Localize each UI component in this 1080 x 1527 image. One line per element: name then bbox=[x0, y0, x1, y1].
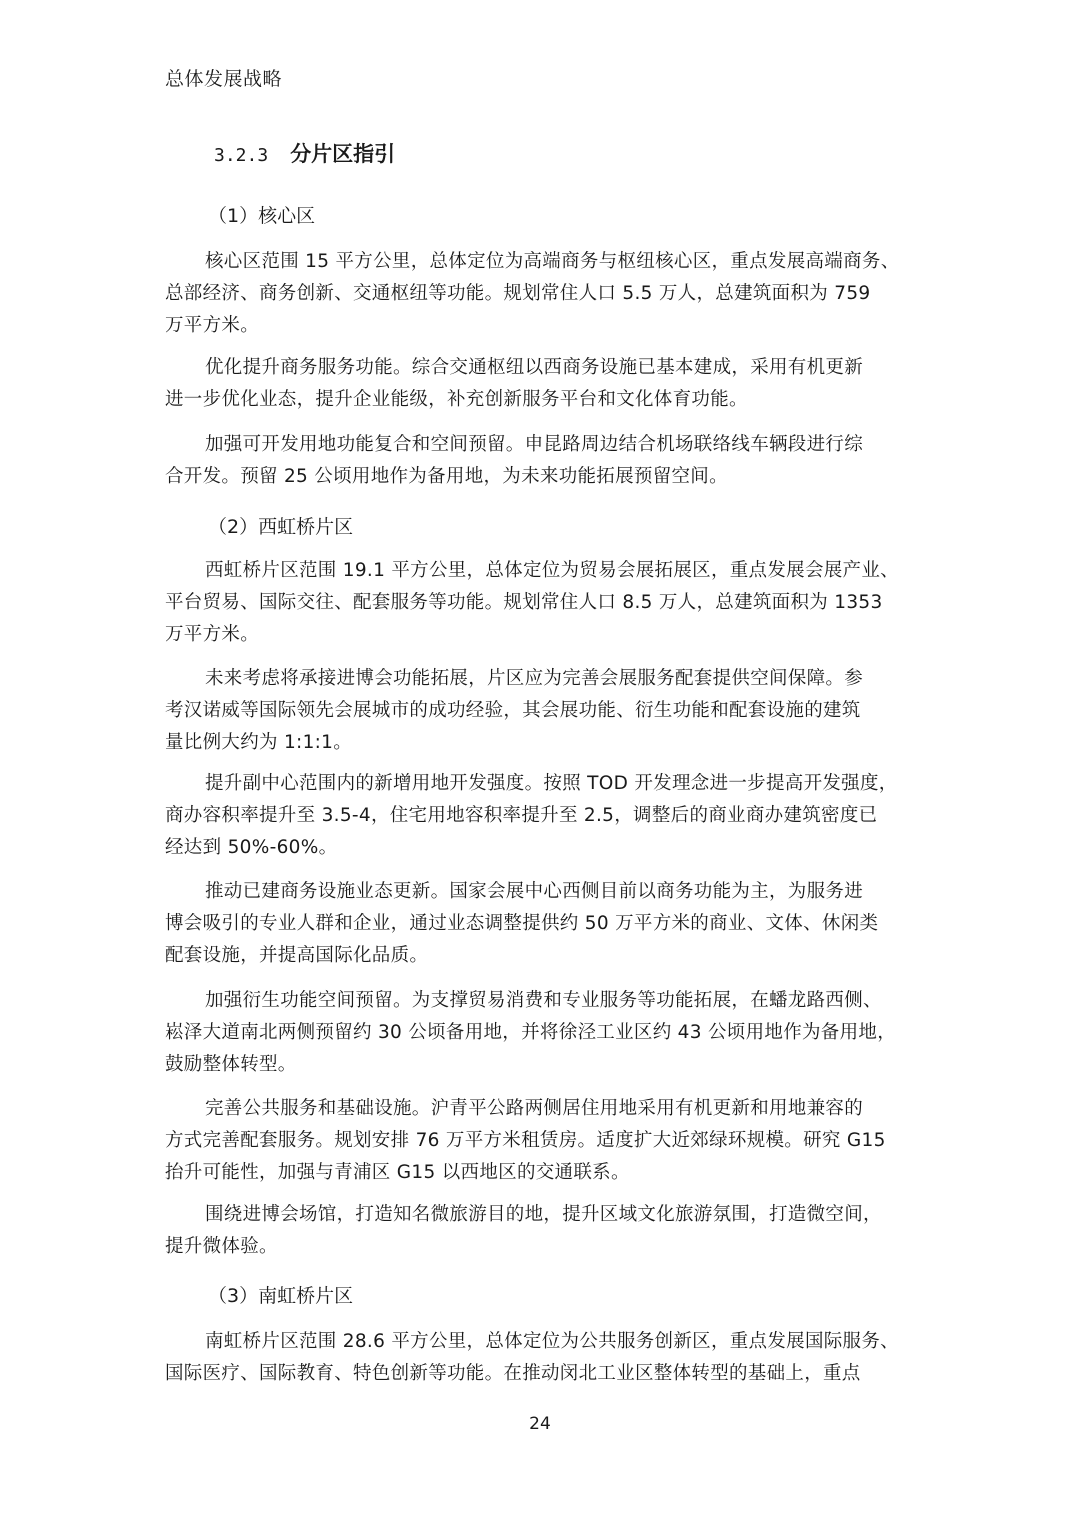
paragraph-line: 博会吸引的专业人群和企业，通过业态调整提供约 50 万平方米的商业、文体、休闲类 bbox=[165, 913, 879, 934]
paragraph-line: 平台贸易、国际交往、配套服务等功能。规划常住人口 8.5 万人，总建筑面积为 1353 bbox=[165, 592, 883, 613]
section-title: 分片区指引 bbox=[290, 142, 396, 166]
subsection-heading-south-hongqiao: （3）南虹桥片区 bbox=[208, 1285, 354, 1307]
paragraph-line: 量比例大约为 1:1:1。 bbox=[165, 732, 353, 753]
paragraph-line: 商办容积率提升至 3.5-4，住宅用地容积率提升至 2.5，调整后的商业商办建筑密度已 bbox=[165, 805, 878, 826]
paragraph-line: 加强可开发用地功能复合和空间预留。申昆路周边结合机场联络线车辆段进行综 bbox=[205, 434, 864, 455]
paragraph bbox=[165, 663, 925, 759]
paragraph-line: 西虹桥片区范围 19.1 平方公里，总体定位为贸易会展拓展区，重点发展会展产业、 bbox=[205, 560, 899, 581]
paragraph bbox=[165, 1093, 925, 1189]
paragraph-line: 鼓励整体转型。 bbox=[165, 1054, 297, 1075]
paragraph bbox=[165, 1326, 925, 1390]
paragraph bbox=[165, 768, 925, 864]
paragraph-line: 经达到 50%-60%。 bbox=[165, 837, 338, 858]
paragraph-line: 南虹桥片区范围 28.6 平方公里，总体定位为公共服务创新区，重点发展国际服务、 bbox=[205, 1331, 899, 1352]
paragraph bbox=[165, 429, 925, 493]
section-number: 3.2.3 bbox=[214, 145, 269, 166]
paragraph bbox=[165, 876, 925, 972]
paragraph-line: 围绕进博会场馆，打造知名微旅游目的地，提升区域文化旅游氛围，打造微空间， bbox=[205, 1204, 882, 1225]
paragraph-line: 崧泽大道南北两侧预留约 30 公顷备用地，并将徐泾工业区约 43 公顷用地作为备用地， bbox=[165, 1022, 897, 1043]
running-header: 总体发展战略 bbox=[165, 68, 283, 90]
paragraph-line: 进一步优化业态，提升企业能级，补充创新服务平台和文化体育功能。 bbox=[165, 389, 748, 410]
page-number: 24 bbox=[529, 1414, 551, 1434]
subsection-heading-core: （1）核心区 bbox=[208, 205, 316, 227]
paragraph-line: 合开发。预留 25 公顷用地作为备用地，为未来功能拓展预留空间。 bbox=[165, 466, 728, 487]
paragraph-line: 提升副中心范围内的新增用地开发强度。按照 TOD 开发理念进一步提高开发强度， bbox=[205, 773, 898, 794]
paragraph-line: 国际医疗、国际教育、特色创新等功能。在推动闵北工业区整体转型的基础上，重点 bbox=[165, 1363, 861, 1384]
paragraph bbox=[165, 246, 925, 342]
paragraph-line: 方式完善配套服务。规划安排 76 万平方米租赁房。适度扩大近郊绿环规模。研究 G15 bbox=[165, 1130, 886, 1151]
paragraph bbox=[165, 985, 925, 1081]
paragraph-line: 未来考虑将承接进博会功能拓展，片区应为完善会展服务配套提供空间保障。参 bbox=[205, 668, 864, 689]
paragraph bbox=[165, 352, 925, 416]
paragraph-line: 提升微体验。 bbox=[165, 1236, 278, 1257]
section-heading bbox=[214, 138, 395, 168]
paragraph-line: 加强衍生功能空间预留。为支撑贸易消费和专业服务等功能拓展，在蟠龙路西侧、 bbox=[205, 990, 882, 1011]
subsection-heading-west-hongqiao: （2）西虹桥片区 bbox=[208, 516, 354, 538]
paragraph-line: 考汉诺威等国际领先会展城市的成功经验，其会展功能、衍生功能和配套设施的建筑 bbox=[165, 700, 861, 721]
paragraph-line: 配套设施，并提高国际化品质。 bbox=[165, 945, 429, 966]
paragraph-line: 核心区范围 15 平方公里，总体定位为高端商务与枢纽核心区，重点发展高端商务、 bbox=[205, 251, 900, 272]
paragraph-line: 万平方米。 bbox=[165, 624, 260, 645]
paragraph-line: 完善公共服务和基础设施。沪青平公路两侧居住用地采用有机更新和用地兼容的 bbox=[205, 1098, 864, 1119]
paragraph-line: 抬升可能性，加强与青浦区 G15 以西地区的交通联系。 bbox=[165, 1162, 630, 1183]
paragraph-line: 推动已建商务设施业态更新。国家会展中心西侧目前以商务功能为主，为服务进 bbox=[205, 881, 864, 902]
paragraph-line: 优化提升商务服务功能。综合交通枢纽以西商务设施已基本建成，采用有机更新 bbox=[205, 357, 864, 378]
paragraph-line: 总部经济、商务创新、交通枢纽等功能。规划常住人口 5.5 万人，总建筑面积为 759 bbox=[165, 283, 871, 304]
paragraph bbox=[165, 555, 925, 651]
paragraph-line: 万平方米。 bbox=[165, 315, 260, 336]
paragraph bbox=[165, 1199, 925, 1263]
